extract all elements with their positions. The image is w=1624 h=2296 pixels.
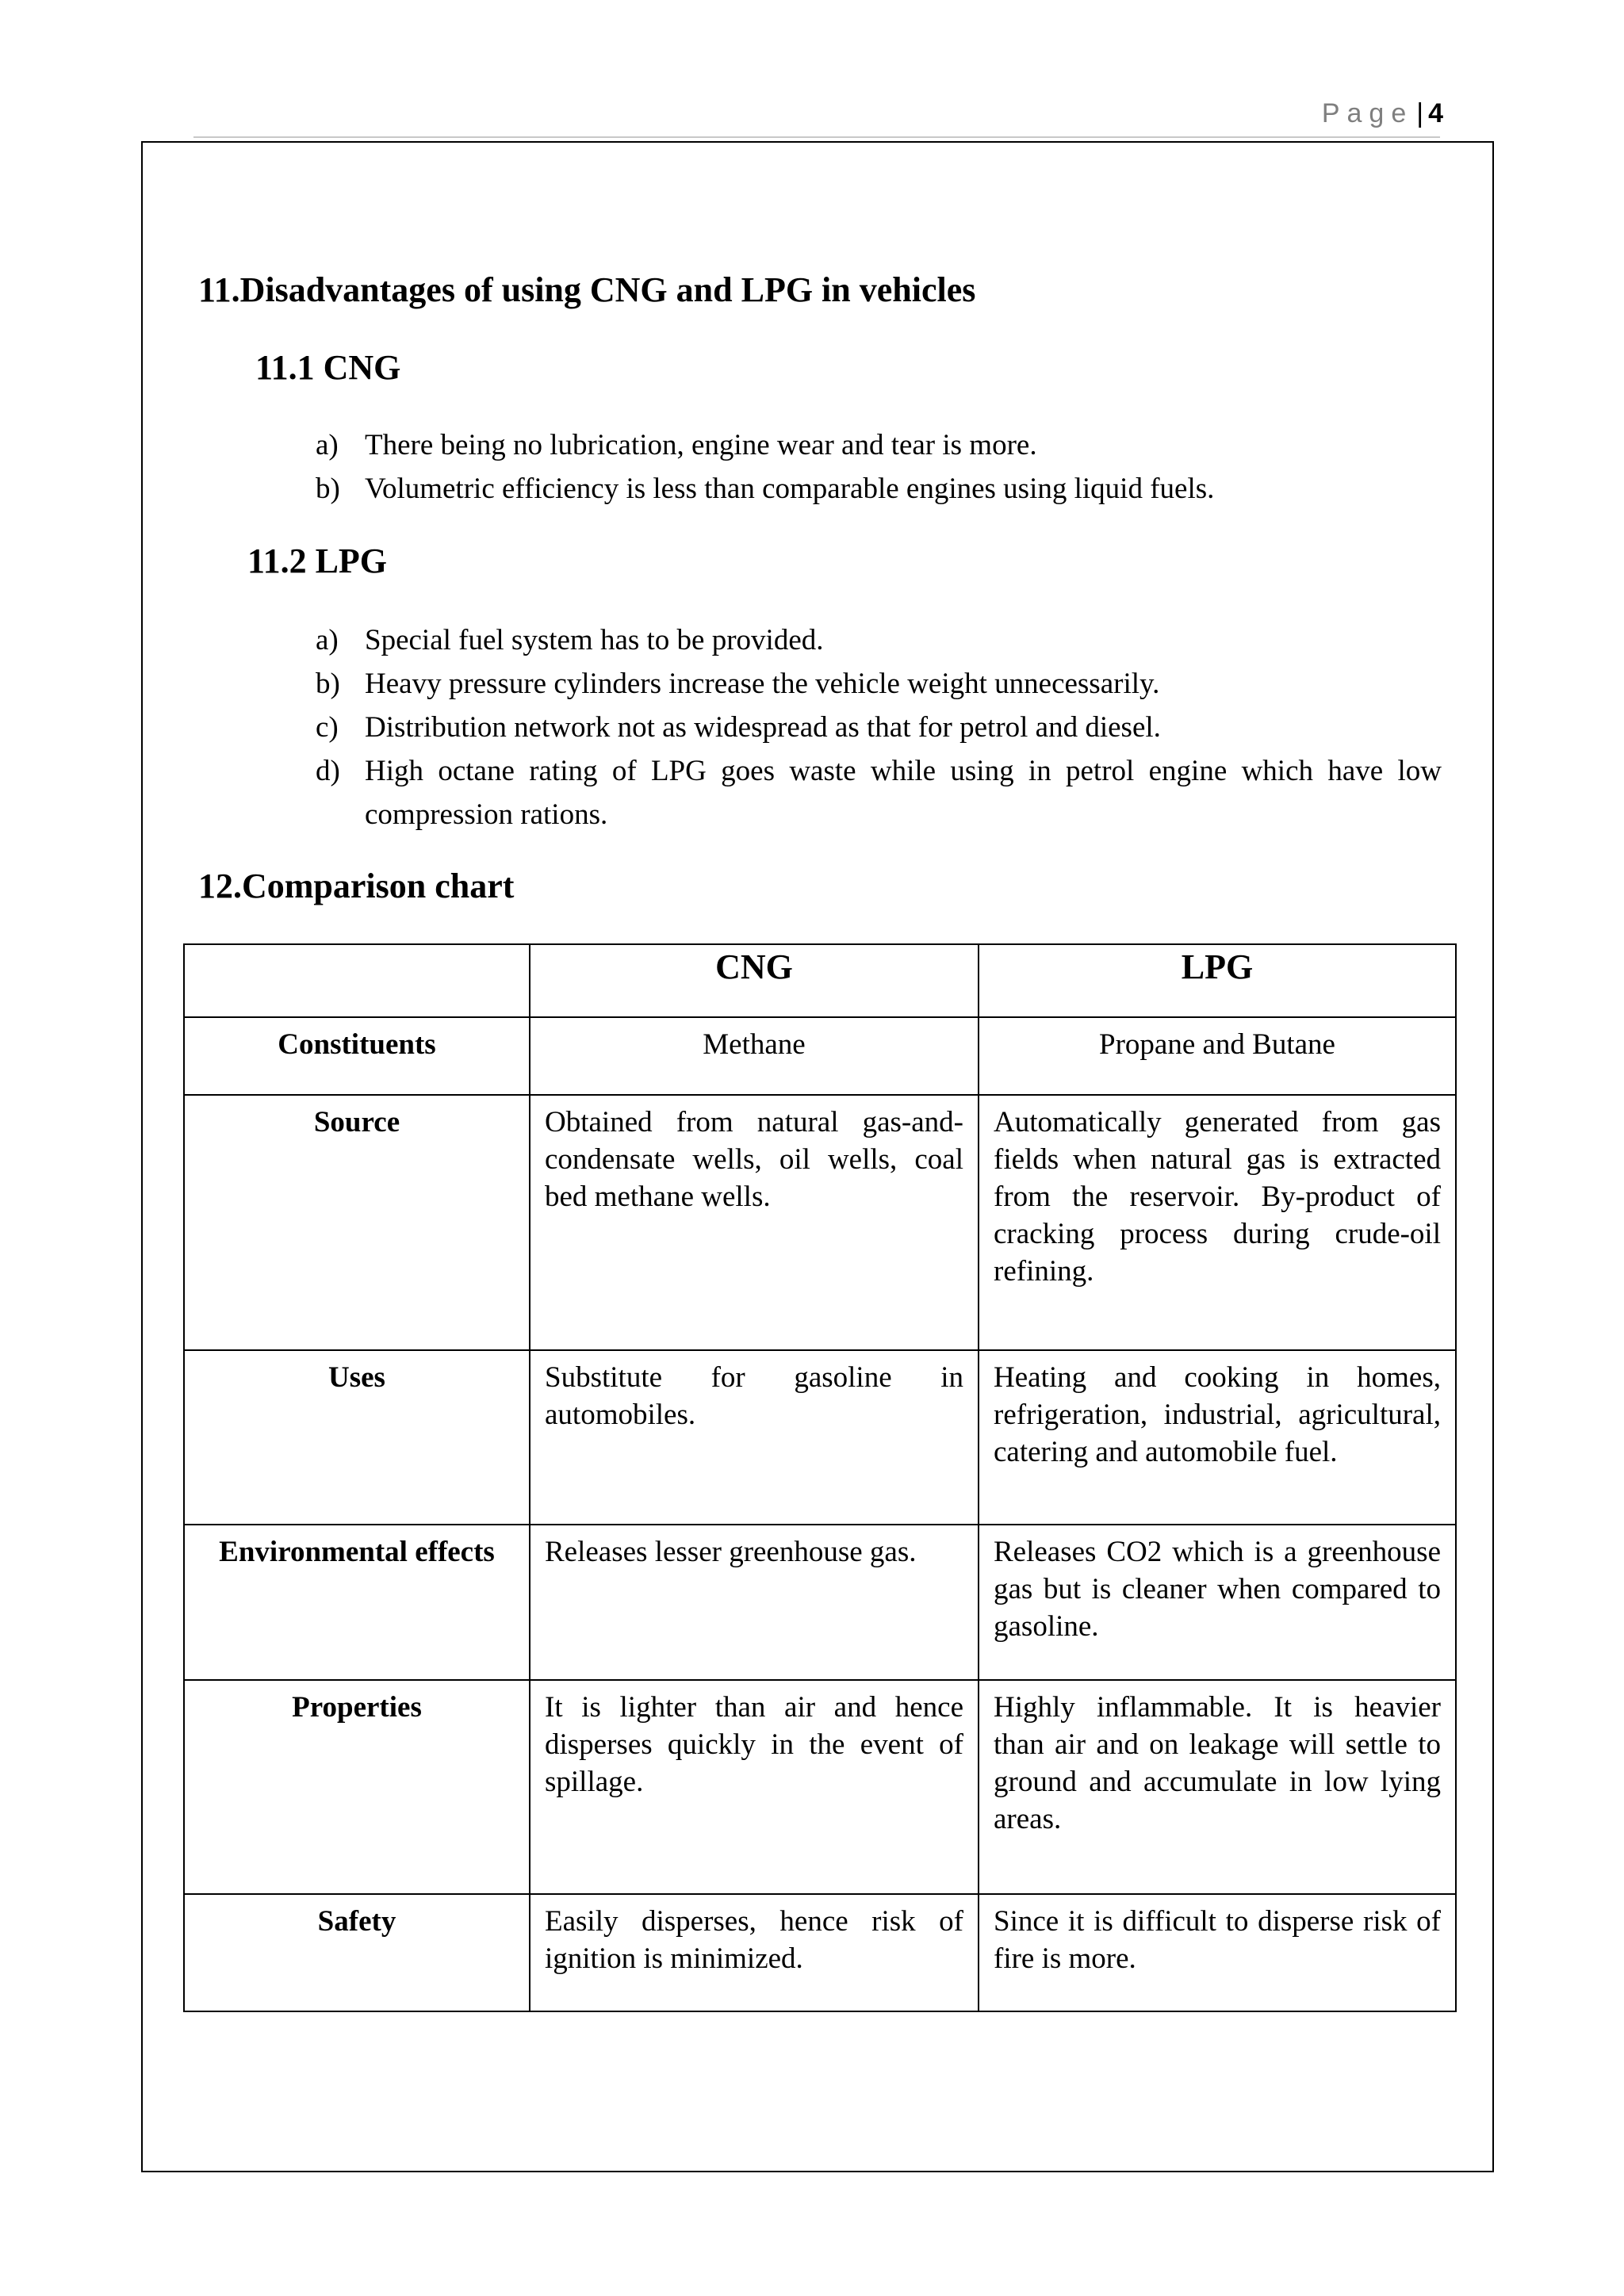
cng-cell: Substitute for gasoline in automobiles. bbox=[530, 1350, 979, 1525]
lpg-disadvantages-list bbox=[309, 618, 1442, 836]
cng-cell: Methane bbox=[530, 1017, 979, 1095]
list-marker: a) bbox=[316, 624, 339, 656]
row-label-cell: Uses bbox=[184, 1350, 530, 1525]
lpg-cell: Highly inflammable. It is heavier than air and on leakage will settle to ground and accumulate in low lying areas. bbox=[979, 1680, 1456, 1894]
section-11-1-heading: 11.1 CNG bbox=[255, 348, 401, 387]
section-11-2-heading: 11.2 LPG bbox=[247, 541, 388, 580]
list-marker: b) bbox=[316, 473, 340, 505]
table-row bbox=[184, 1095, 1456, 1350]
lpg-cell: Propane and Butane bbox=[979, 1017, 1456, 1095]
list-marker: b) bbox=[316, 668, 340, 700]
list-marker: c) bbox=[316, 711, 339, 744]
list-item-text: Distribution network not as widespread as that for petrol and diesel. bbox=[365, 711, 1161, 744]
page-number bbox=[1322, 98, 1443, 129]
table-header-row bbox=[184, 944, 1456, 1017]
section-11-heading: 11.Disadvantages of using CNG and LPG in vehicles bbox=[198, 270, 976, 309]
row-label-cell: Safety bbox=[184, 1894, 530, 2011]
list-item-text: There being no lubrication, engine wear and tear is more. bbox=[365, 429, 1037, 461]
table-row bbox=[184, 1525, 1456, 1680]
lpg-cell: Heating and cooking in homes, refrigeration, industrial, agricultural, catering and automobile fuel. bbox=[979, 1350, 1456, 1525]
list-item bbox=[309, 423, 1442, 467]
list-item-text: Heavy pressure cylinders increase the vehicle weight unnecessarily. bbox=[365, 668, 1160, 700]
lpg-cell: Automatically generated from gas fields when natural gas is extracted from the reservoir. By-product of cracking process during crude-oil refining. bbox=[979, 1095, 1456, 1350]
page-number-value: 4 bbox=[1428, 98, 1443, 128]
list-item-text: Special fuel system has to be provided. bbox=[365, 624, 824, 656]
page-label: Page bbox=[1321, 98, 1414, 128]
comparison-table bbox=[183, 943, 1457, 2012]
cng-cell: Easily disperses, hence risk of ignition is minimized. bbox=[530, 1894, 979, 2011]
row-label-cell: Constituents bbox=[184, 1017, 530, 1095]
cng-cell: Releases lesser greenhouse gas. bbox=[530, 1525, 979, 1680]
lpg-cell: Releases CO2 which is a greenhouse gas but is cleaner when compared to gasoline. bbox=[979, 1525, 1456, 1680]
page-separator: | bbox=[1416, 98, 1424, 128]
header-cell-lpg: LPG bbox=[979, 944, 1456, 1017]
header-rule bbox=[193, 136, 1440, 138]
row-label-cell: Properties bbox=[184, 1680, 530, 1894]
lpg-cell: Since it is difficult to disperse risk of fire is more. bbox=[979, 1894, 1456, 2011]
list-item bbox=[309, 749, 1442, 836]
table-row bbox=[184, 1350, 1456, 1525]
table-row bbox=[184, 1017, 1456, 1095]
row-label-cell: Source bbox=[184, 1095, 530, 1350]
cng-disadvantages-list bbox=[309, 423, 1442, 511]
list-marker: d) bbox=[316, 755, 340, 787]
list-item-text: High octane rating of LPG goes waste while using in petrol engine which have low compression rations. bbox=[365, 755, 1442, 831]
header-cell-cng: CNG bbox=[530, 944, 979, 1017]
list-item-text: Volumetric efficiency is less than comparable engines using liquid fuels. bbox=[365, 473, 1215, 505]
list-item bbox=[309, 618, 1442, 662]
list-item bbox=[309, 467, 1442, 511]
section-12-heading: 12.Comparison chart bbox=[198, 867, 515, 905]
row-label-cell: Environmental effects bbox=[184, 1525, 530, 1680]
list-item bbox=[309, 662, 1442, 706]
list-item bbox=[309, 706, 1442, 749]
list-marker: a) bbox=[316, 429, 339, 461]
cng-cell: It is lighter than air and hence disperses quickly in the event of spillage. bbox=[530, 1680, 979, 1894]
table-row bbox=[184, 1894, 1456, 2011]
table-row bbox=[184, 1680, 1456, 1894]
header-cell-empty bbox=[184, 944, 530, 1017]
cng-cell: Obtained from natural gas-and-condensate wells, oil wells, coal bed methane wells. bbox=[530, 1095, 979, 1350]
